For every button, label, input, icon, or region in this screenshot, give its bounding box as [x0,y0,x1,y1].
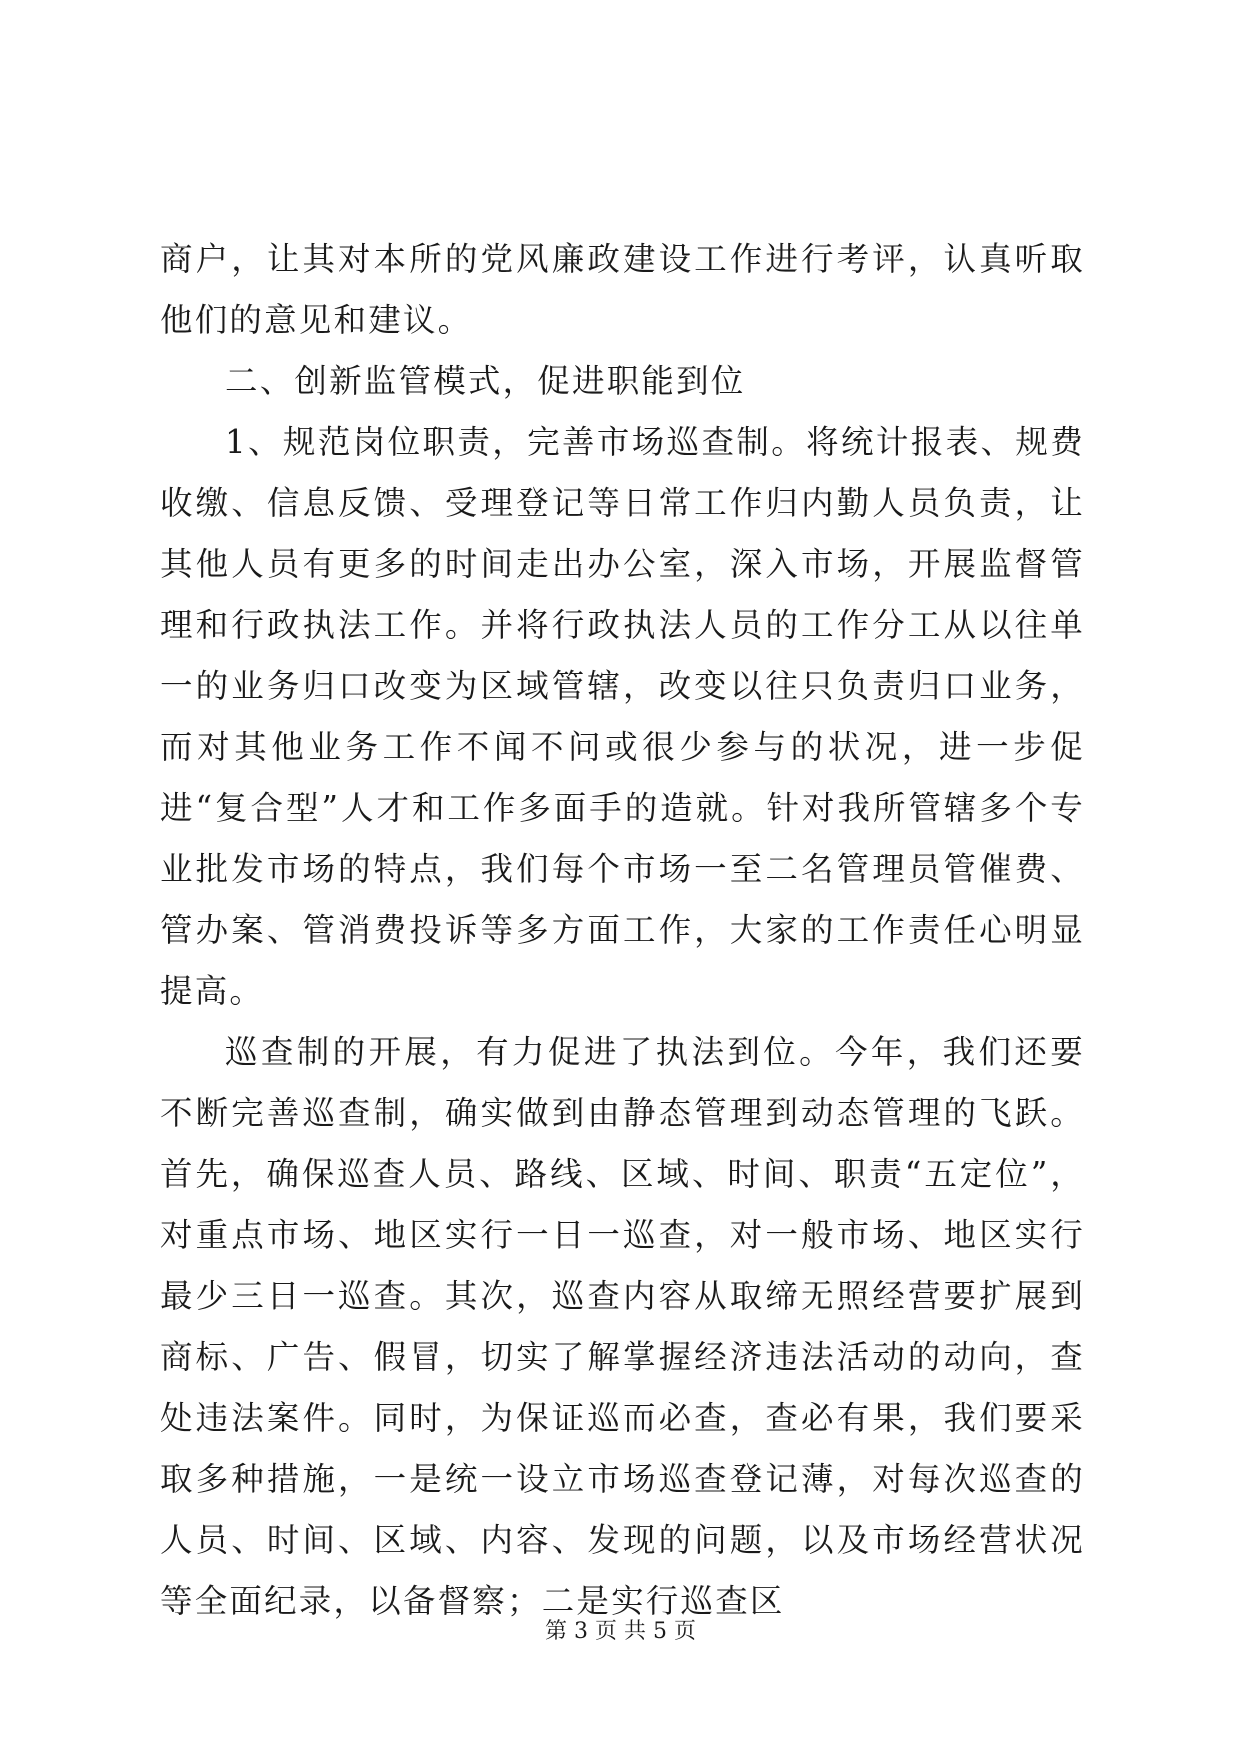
paragraph-1: 商户，让其对本所的党风廉政建设工作进行考评，认真听取他们的意见和建议。 [160,240,1085,339]
page-number-footer: 第 3 页 共 5 页 [545,1619,696,1644]
section-heading: 二、创新监管模式，促进职能到位 [225,362,746,400]
paragraph-2: 1、规范岗位职责，完善市场巡查制。将统计报表、规费收缴、信息反馈、受理登记等日常工作归内勤人员负责，让其他人员有更多的时间走出办公室，深入市场，开展监督管理和行政执法工作。并将行政执法人员的工作分工从以往单一的业务归口改变为区域管辖，改变以往只负责归口业务，而对其他业务工作不闻不问或很少参与的状况，进一步促进“复合型”人才和工作多面手的造就。针对我所管辖多个专业批发市场的特点，我们每个市场一至二名管理员管催费、管办案、管消费投诉等多方面工作，大家的工作责任心明显提高。 [160,423,1085,1010]
paragraph-3: 巡查制的开展，有力促进了执法到位。今年，我们还要不断完善巡查制，确实做到由静态管理到动态管理的飞跃。首先，确保巡查人员、路线、区域、时间、职责“五定位”，对重点市场、地区实行一日一巡查，对一般市场、地区实行最少三日一巡查。其次，巡查内容从取缔无照经营要扩展到商标、广告、假冒，切实了解掌握经济违法活动的动向，查处违法案件。同时，为保证巡而必查，查必有果，我们要采取多种措施，一是统一设立市场巡查登记薄，对每次巡查的人员、时间、区域、内容、发现的问题，以及市场经营状况等全面纪录，以备督察；二是实行巡查区 [160,1033,1085,1620]
document-body [160,229,1085,1632]
